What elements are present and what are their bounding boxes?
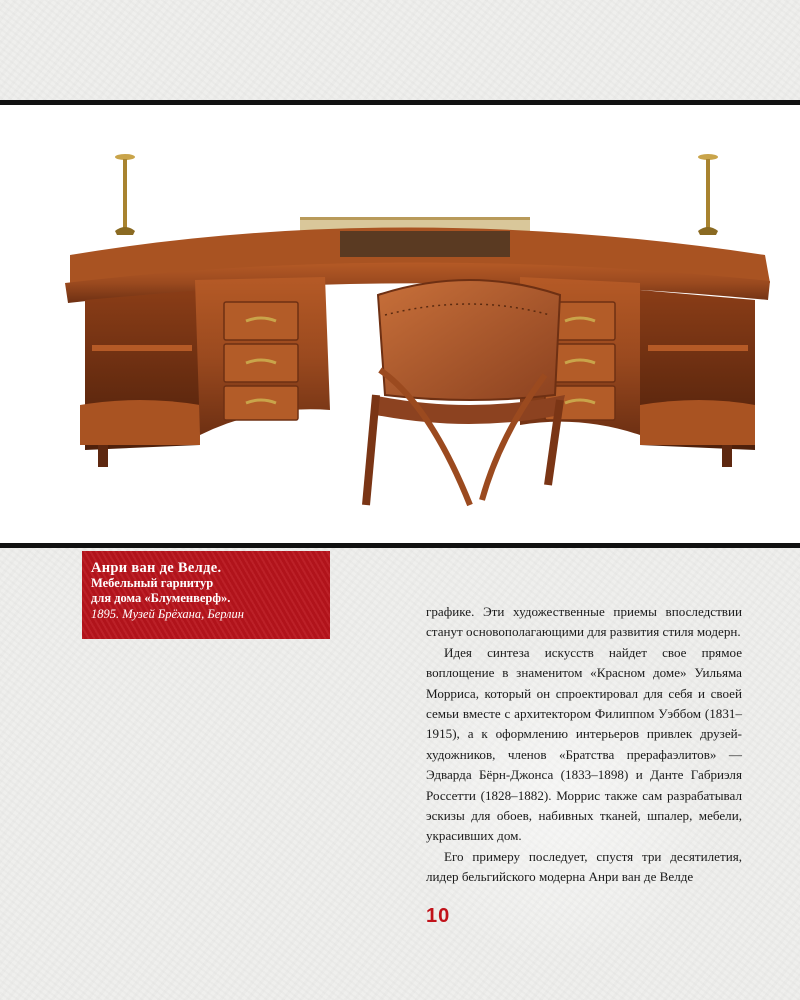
caption-title-line2: для дома «Блуменверф». bbox=[91, 591, 231, 605]
caption-title-line1: Мебельный гарнитур bbox=[91, 576, 214, 590]
right-candlestick bbox=[698, 154, 718, 235]
desk-and-chair-illustration bbox=[0, 105, 800, 543]
photo-caption bbox=[82, 551, 330, 639]
caption-source: 1895. Музей Брёхана, Берлин bbox=[91, 607, 244, 621]
body-text bbox=[426, 602, 742, 888]
paragraph-3: Его примеру последует, спустя три десятилетия, лидер бельгийского модерна Анри ван де Велде bbox=[426, 848, 742, 885]
page-number: 10 bbox=[426, 905, 451, 927]
armchair bbox=[366, 280, 565, 505]
paragraph-2: Идея синтеза искусств найдет свое прямое воплощение в знаменитом «Красном доме» Уильяма Морриса, который он спроектировал для себя и своей семьи вместе с архитектором Филиппом Уэббом (1831–1915), а к оформлению интерьеров привлек друзей-художников, членов «Братства прерафаэлитов» — Эдварда Бёрн-Джонса (1833–1898) и Данте Габриэля Россетти (1828–1882). Моррис также сам разрабатывал эскизы для обоев, набивных тканей, шпалер, мебели, украсивших дом. bbox=[426, 644, 742, 844]
furniture-photo bbox=[0, 100, 800, 548]
caption-author: Анри ван де Велде. bbox=[91, 560, 222, 576]
left-candlestick bbox=[115, 154, 135, 235]
paragraph-1: графике. Эти художественные приемы впоследствии станут основополагающими для развития стиля модерн. bbox=[426, 604, 742, 640]
